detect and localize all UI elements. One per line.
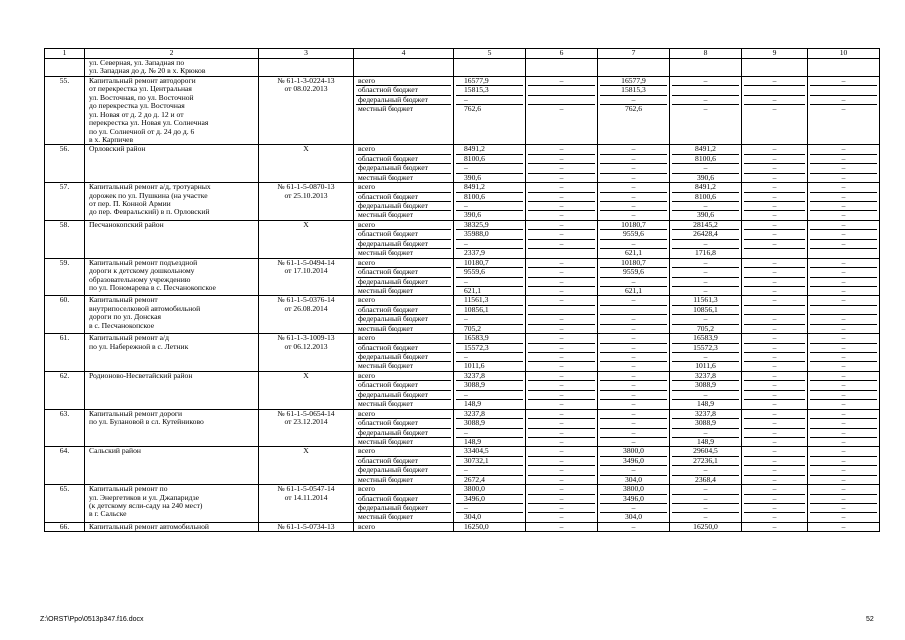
object-name: Сальский район xyxy=(85,447,259,485)
row-number: 58. xyxy=(45,220,85,258)
row-number: 64. xyxy=(45,447,85,485)
value-cell: – – – xyxy=(808,76,880,145)
value-cell: – – – – xyxy=(598,145,670,183)
funding-source: всего областной бюджет федеральный бюджет местный бюджет xyxy=(354,183,454,221)
col-header: 5 xyxy=(454,49,526,59)
value-cell: 28145,2 26428,4 – 1716,8 xyxy=(670,220,742,258)
object-name: Капитальный ремонт автодороги от перекрестка ул. Центральная ул. Восточная, по ул. Восточной до перекрестка ул. Восточная ул. Новая от д. 2 до д. 12 и от перекрестка ул. Новая ул. Солнечная по ул. Солнечной от д. 24 до д. 6 в х. Карпичев xyxy=(85,76,259,145)
value-cell: – – – xyxy=(808,296,880,334)
col-header: 7 xyxy=(598,49,670,59)
funding-source: всего областной бюджет федеральный бюджет местный бюджет xyxy=(354,258,454,296)
value-cell: – – – – xyxy=(742,485,808,523)
value-cell: – – – – xyxy=(670,258,742,296)
value-cell: 38325,9 35988,0 – 2337,9 xyxy=(454,220,526,258)
value-cell: – – – – xyxy=(808,447,880,485)
value-cell: 3800,0 3496,0 – 304,0 xyxy=(598,447,670,485)
value-cell: – – – – xyxy=(808,371,880,409)
approval-document: № 61-1-5-0376-14 от 26.08.2014 xyxy=(259,296,354,334)
table-row xyxy=(45,485,880,523)
value-cell: 11561,3 10856,1 – 705,2 xyxy=(670,296,742,334)
row-number: 66. xyxy=(45,522,85,531)
value-cell: 16250,0 xyxy=(670,522,742,531)
table-row xyxy=(45,447,880,485)
value-cell: – – – – xyxy=(598,183,670,221)
value-cell: – – – – xyxy=(526,409,598,447)
row-number: 60. xyxy=(45,296,85,334)
value-cell: 33404,5 30732,1 – 2672,4 xyxy=(454,447,526,485)
value-cell: – – – – xyxy=(808,409,880,447)
value-cell: – – – – xyxy=(598,371,670,409)
value-cell: 8491,2 8100,6 – 390,6 xyxy=(670,145,742,183)
value-cell: – – – – xyxy=(742,409,808,447)
value-cell: 29604,5 27236,1 – 2368,4 xyxy=(670,447,742,485)
value-cell: – – – – xyxy=(526,371,598,409)
table-row xyxy=(45,220,880,258)
value-cell: – – xyxy=(526,76,598,145)
col-header: 8 xyxy=(670,49,742,59)
value-cell: 10180,7 9559,6 – 621,1 xyxy=(454,258,526,296)
col-header: 1 xyxy=(45,49,85,59)
row-number: 62. xyxy=(45,371,85,409)
page-number: 52 xyxy=(866,616,874,623)
value-cell: – – – – xyxy=(808,183,880,221)
value-cell: – – – – xyxy=(808,258,880,296)
col-header: 6 xyxy=(526,49,598,59)
table-row xyxy=(45,145,880,183)
value-cell: – – – – xyxy=(808,145,880,183)
row-number: 63. xyxy=(45,409,85,447)
object-name: Капитальный ремонт а/д по ул. Набережной в с. Летник xyxy=(85,334,259,372)
table-row xyxy=(45,76,880,145)
approval-document: № 61-1-3-0224-13 от 08.02.2013 xyxy=(259,76,354,145)
value-cell: – – – – xyxy=(526,485,598,523)
value-cell: – – – – xyxy=(808,485,880,523)
approval-document: № 61-1-5-0494-14 от 17.10.2014 xyxy=(259,258,354,296)
approval-document: Х xyxy=(259,447,354,485)
object-name: Капитальный ремонт внутрипоселковой автомобильной дороги по ул. Донская в с. Песчанокопское xyxy=(85,296,259,334)
value-cell: 11561,3 10856,1 – 705,2 xyxy=(454,296,526,334)
approval-document: № 61-1-5-0870-13 от 25.10.2013 xyxy=(259,183,354,221)
value-cell: – – – – xyxy=(808,334,880,372)
col-header: 2 xyxy=(85,49,259,59)
value-cell: 10180,7 9559,6 – 621,1 xyxy=(598,220,670,258)
value-cell: – – – – xyxy=(742,183,808,221)
value-cell: – – – – xyxy=(526,145,598,183)
value-cell: – – – xyxy=(670,76,742,145)
object-name: Орловский район xyxy=(85,145,259,183)
object-name: Капитальный ремонт а/д, тротуарных дорожек по ул. Пушкина (на участке от пер. П. Конной Армии до пер. Февральский) в п. Орловский xyxy=(85,183,259,221)
approval-document: Х xyxy=(259,145,354,183)
funding-source: всего областной бюджет федеральный бюджет местный бюджет xyxy=(354,371,454,409)
value-cell: 3800,0 3496,0 – 304,0 xyxy=(598,485,670,523)
value-cell: – xyxy=(598,522,670,531)
value-cell: – – – xyxy=(808,220,880,258)
funding-source: всего xyxy=(354,522,454,531)
value-cell: – xyxy=(742,522,808,531)
approval-document: № 61-1-5-0547-14 от 14.11.2014 xyxy=(259,485,354,523)
row-number: 55. xyxy=(45,76,85,145)
continuation-row xyxy=(45,59,880,77)
file-path: Z:\ORST\Ppo\0513p347.f16.docx xyxy=(40,616,144,623)
value-cell: – – – xyxy=(526,220,598,258)
row-number: 59. xyxy=(45,258,85,296)
row-number: 65. xyxy=(45,485,85,523)
value-cell: 8491,2 8100,6 – 390,6 xyxy=(670,183,742,221)
value-cell: – – – – xyxy=(598,334,670,372)
table-row xyxy=(45,296,880,334)
value-cell: 8491,2 8100,6 – 390,6 xyxy=(454,145,526,183)
col-header: 3 xyxy=(259,49,354,59)
value-cell: 10180,7 9559,6 – 621,1 xyxy=(598,258,670,296)
table-row xyxy=(45,258,880,296)
value-cell: 16583,9 15572,3 – 1011,6 xyxy=(454,334,526,372)
value-cell: – – – – xyxy=(526,183,598,221)
funding-source: всего областной бюджет федеральный бюджет местный бюджет xyxy=(354,409,454,447)
value-cell: – – – – xyxy=(526,447,598,485)
value-cell: – xyxy=(526,522,598,531)
object-name: Капитальный ремонт автомобильной xyxy=(85,522,259,531)
value-cell: – – – – xyxy=(742,334,808,372)
value-cell: – – – xyxy=(742,76,808,145)
funding-source: всего областной бюджет федеральный бюджет местный бюджет xyxy=(354,220,454,258)
col-header: 9 xyxy=(742,49,808,59)
value-cell: – – – – xyxy=(670,485,742,523)
value-cell: 3237,8 3088,9 – 148,9 xyxy=(670,409,742,447)
value-cell: 3800,0 3496,0 – 304,0 xyxy=(454,485,526,523)
funding-source: всего областной бюджет федеральный бюджет местный бюджет xyxy=(354,76,454,145)
approval-document: № 61-1-5-0734-13 xyxy=(259,522,354,531)
object-name: Родионово-Несветайский район xyxy=(85,371,259,409)
row-number: 61. xyxy=(45,334,85,372)
object-name: Песчанокопский район xyxy=(85,220,259,258)
value-cell: 16577,9 15815,3 – 762,6 xyxy=(598,76,670,145)
budget-table xyxy=(44,48,880,532)
col-header: 4 xyxy=(354,49,454,59)
object-name: Капитальный ремонт подъездной дороги к детскому дошкольному образовательному учреждению по ул. Пономарева в с. Песчанокопское xyxy=(85,258,259,296)
approval-document: Х xyxy=(259,371,354,409)
funding-source: всего областной бюджет федеральный бюджет местный бюджет xyxy=(354,485,454,523)
column-number-row xyxy=(45,49,880,59)
value-cell: – – – xyxy=(742,220,808,258)
table-row xyxy=(45,522,880,531)
value-cell: 16577,9 15815,3 – 762,6 xyxy=(454,76,526,145)
object-name: ул. Северная, ул. Западная по ул. Западная до д. № 20 в х. Крюков xyxy=(85,59,259,77)
funding-source: всего областной бюджет федеральный бюджет местный бюджет xyxy=(354,145,454,183)
value-cell: – xyxy=(808,522,880,531)
value-cell: – – – xyxy=(526,296,598,334)
value-cell: 8491,2 8100,6 – 390,6 xyxy=(454,183,526,221)
funding-source: всего областной бюджет федеральный бюджет местный бюджет xyxy=(354,447,454,485)
object-name: Капитальный ремонт по ул. Энергетиков и ул. Джапаридзе (к детскому ясли-саду на 240 мест) в г. Сальске xyxy=(85,485,259,523)
value-cell: – – – xyxy=(598,296,670,334)
approval-document: № 61-1-5-0654-14 от 23.12.2014 xyxy=(259,409,354,447)
value-cell: 16583,9 15572,3 – 1011,6 xyxy=(670,334,742,372)
value-cell: 3237,8 3088,9 – 148,9 xyxy=(670,371,742,409)
value-cell: – – – xyxy=(742,296,808,334)
table-row xyxy=(45,334,880,372)
value-cell: – – – – xyxy=(598,409,670,447)
object-name: Капитальный ремонт дороги по ул. Булановой в сл. Кутейниково xyxy=(85,409,259,447)
value-cell: 3237,8 3088,9 – 148,9 xyxy=(454,371,526,409)
value-cell: – – – – xyxy=(526,258,598,296)
value-cell: – – – – xyxy=(742,145,808,183)
funding-source: всего областной бюджет федеральный бюджет местный бюджет xyxy=(354,296,454,334)
col-header: 10 xyxy=(808,49,880,59)
value-cell: 3237,8 3088,9 – 148,9 xyxy=(454,409,526,447)
table-row xyxy=(45,409,880,447)
value-cell: – – – – xyxy=(526,334,598,372)
approval-document: № 61-1-3-1009-13 от 06.12.2013 xyxy=(259,334,354,372)
approval-document: Х xyxy=(259,220,354,258)
value-cell: – – – – xyxy=(742,258,808,296)
value-cell: 16250,0 xyxy=(454,522,526,531)
value-cell: – – – – xyxy=(742,371,808,409)
table-row xyxy=(45,371,880,409)
row-number: 57. xyxy=(45,183,85,221)
value-cell: – – – – xyxy=(742,447,808,485)
table-row xyxy=(45,183,880,221)
funding-source: всего областной бюджет федеральный бюджет местный бюджет xyxy=(354,334,454,372)
row-number: 56. xyxy=(45,145,85,183)
